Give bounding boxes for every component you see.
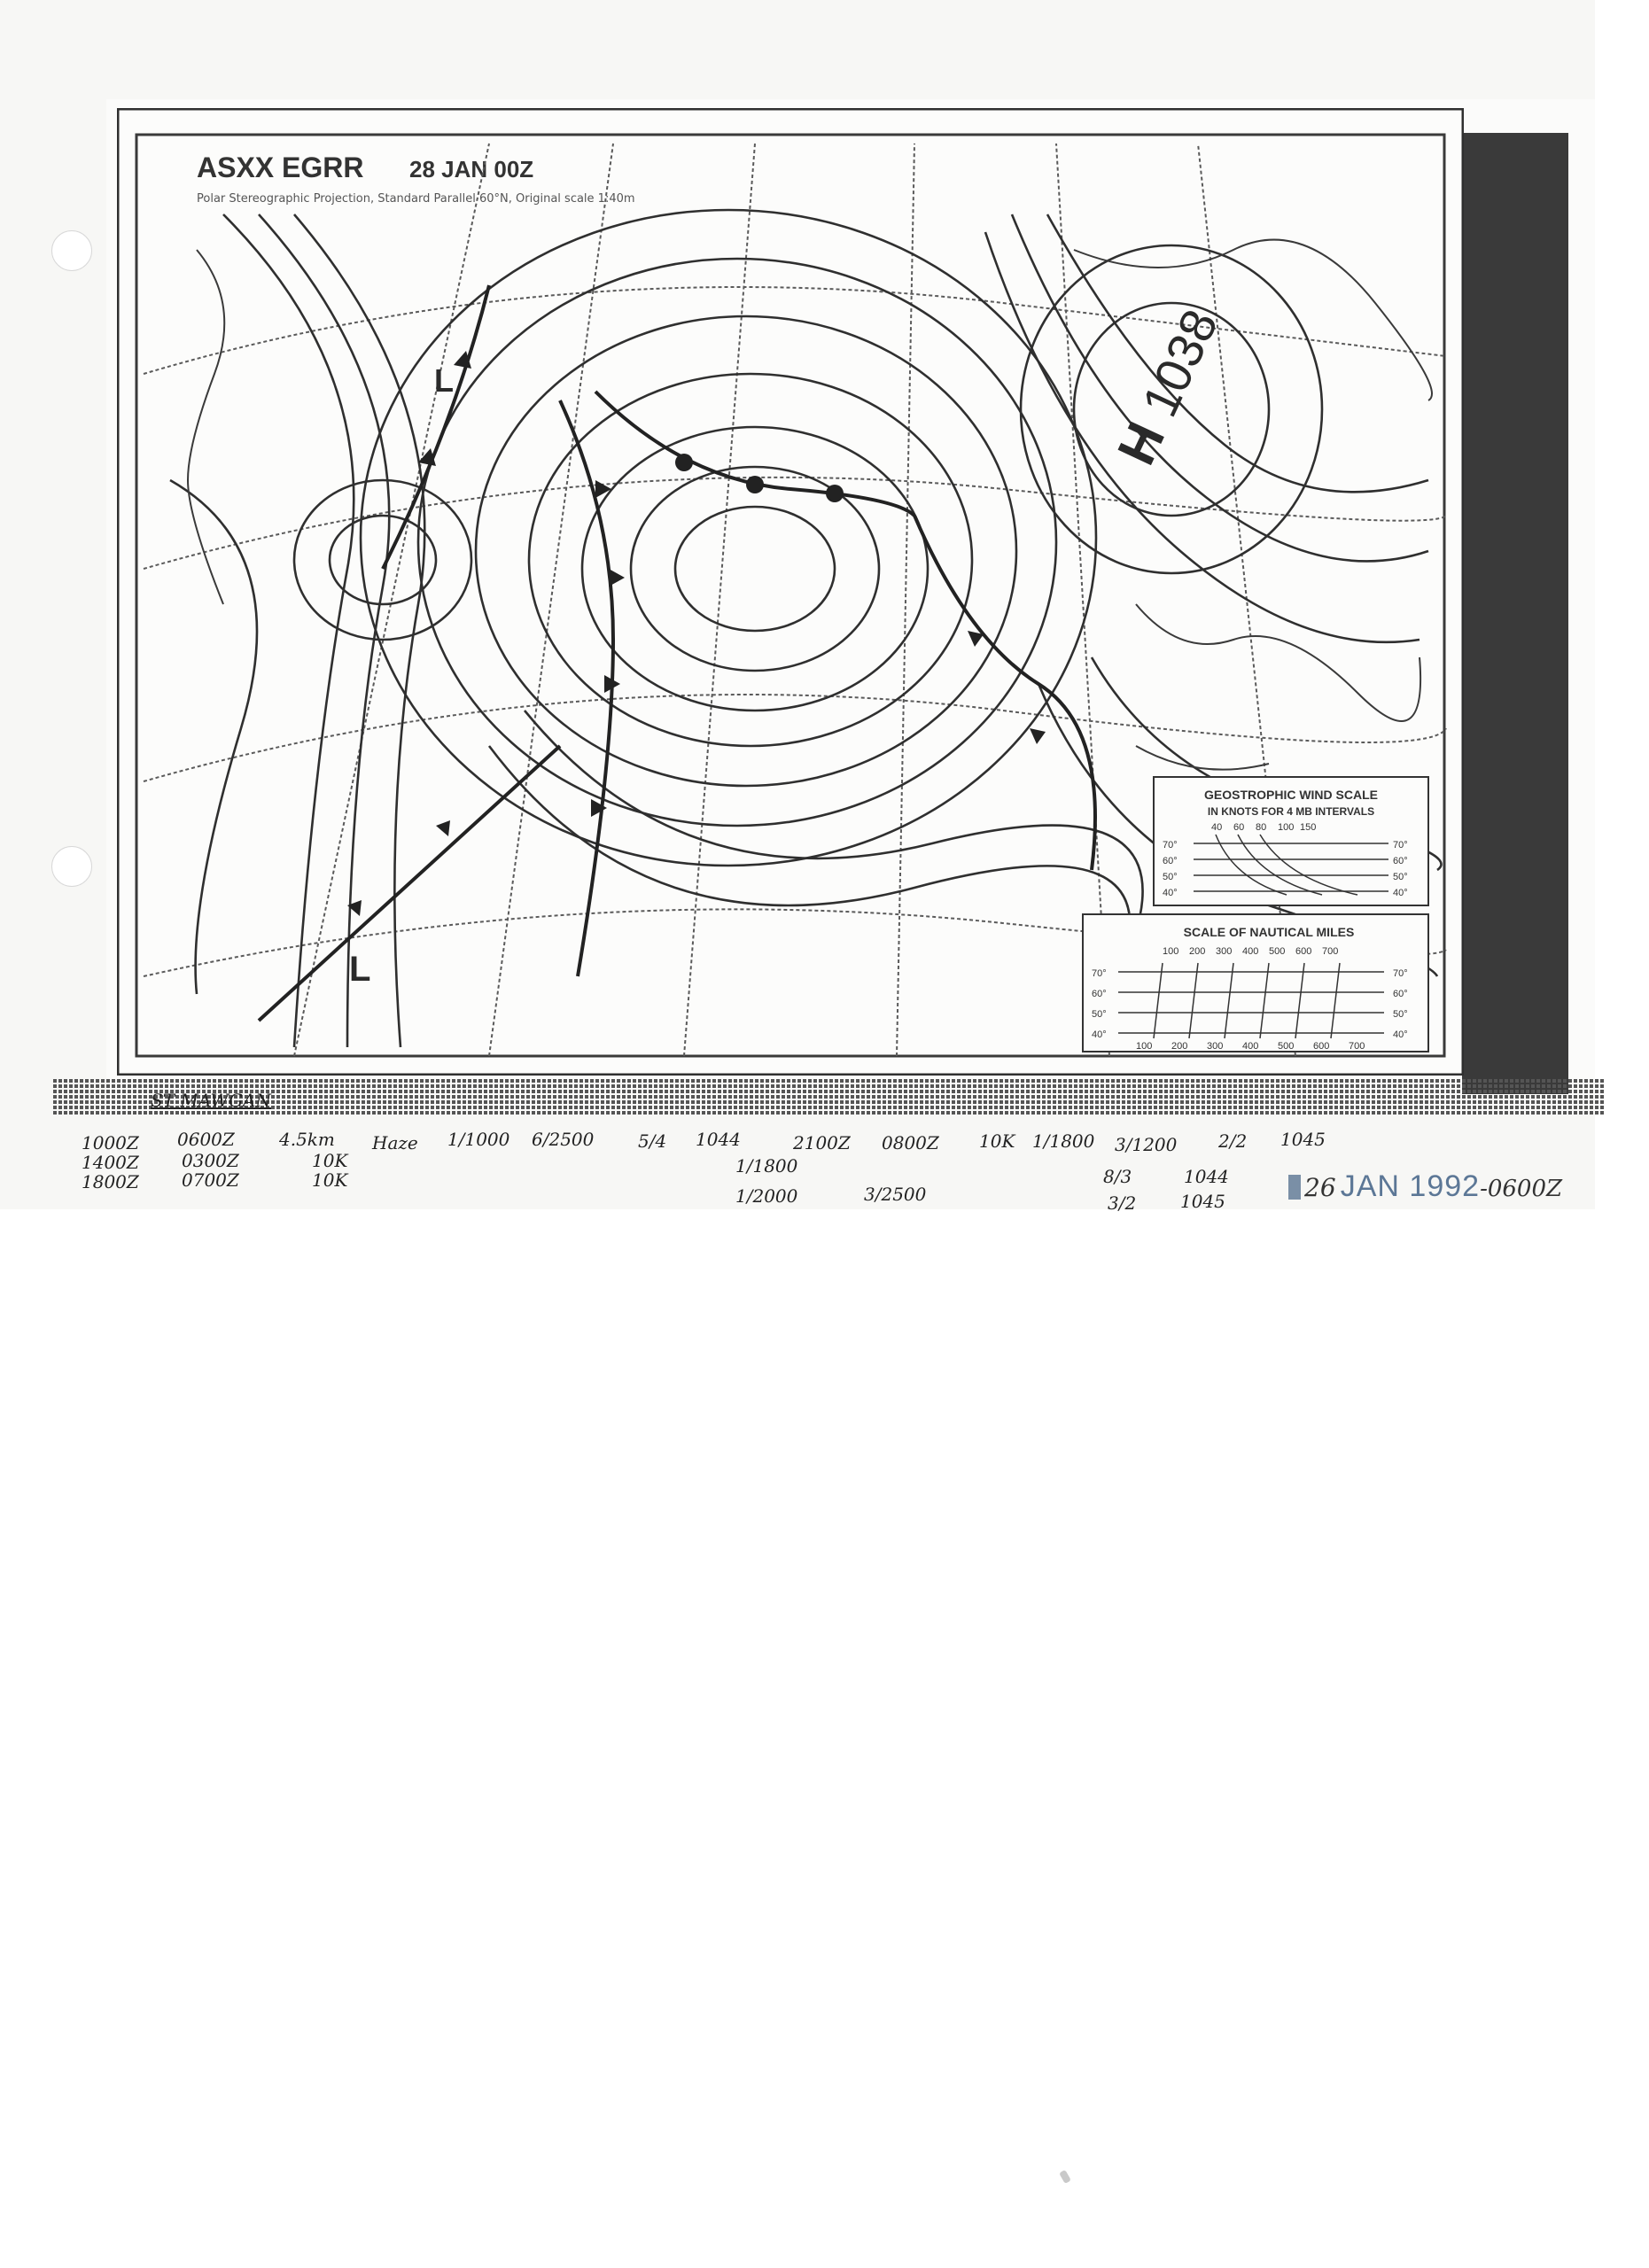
note-row2-cell: 1400Z: [82, 1152, 139, 1173]
high-value: 1038: [1131, 300, 1229, 425]
geo-scale-subtitle: IN KNOTS FOR 4 MB INTERVALS: [1207, 805, 1375, 818]
note-row1-cell: 3/1200: [1115, 1134, 1178, 1155]
low-label: L: [349, 950, 371, 989]
nm-bottom-tick: 100: [1136, 1041, 1153, 1052]
geo-lat-left: 50°: [1163, 872, 1178, 882]
chart-id: ASXX EGRR: [197, 151, 364, 183]
note-row3-cell: 1800Z: [82, 1171, 139, 1192]
stamp-time: -0600Z: [1480, 1176, 1563, 1202]
nm-lat-right: 70°: [1393, 968, 1408, 979]
geo-top-tick: 40: [1211, 822, 1223, 833]
geo-lat-left: 40°: [1163, 888, 1178, 898]
nm-top-tick: 300: [1216, 946, 1233, 957]
nm-bottom-tick: 400: [1242, 1041, 1259, 1052]
note-row2-cell: 1044: [1184, 1166, 1229, 1187]
nm-bottom-tick: 200: [1171, 1041, 1188, 1052]
nm-top-tick: 400: [1242, 946, 1259, 957]
note-row1-cell: 1045: [1280, 1129, 1326, 1150]
nm-lat-left: 50°: [1092, 1009, 1107, 1020]
note-row2-cell: 10K: [312, 1150, 348, 1171]
geo-lat-right: 60°: [1393, 856, 1408, 866]
nm-lat-right: 50°: [1393, 1009, 1408, 1020]
geo-lat-right: 70°: [1393, 840, 1408, 850]
nm-bottom-tick: 600: [1313, 1041, 1330, 1052]
note-row1-cell: 1/1000: [447, 1129, 510, 1150]
note-row1-cell: 1044: [696, 1129, 741, 1150]
stamp-day: 26: [1304, 1173, 1336, 1202]
nm-top-tick: 100: [1163, 946, 1179, 957]
note-row2-cell: 1/1800: [735, 1155, 798, 1177]
note-row1-cell: 6/2500: [532, 1129, 595, 1150]
note-row1-cell: 0800Z: [882, 1132, 939, 1153]
nm-lat-left: 60°: [1092, 989, 1107, 999]
paper-speck: [1059, 2170, 1071, 2184]
note-row3-cell: 1045: [1180, 1191, 1225, 1212]
note-row1-cell: 1000Z: [82, 1132, 139, 1153]
nm-lat-right: 60°: [1393, 989, 1408, 999]
fax-edge-bar: [1462, 133, 1568, 1094]
geo-top-tick: 100: [1278, 822, 1295, 833]
projection-note: Polar Stereographic Projection, Standard Parallel 60°N, Original scale 1:40m: [197, 192, 635, 206]
nm-top-tick: 500: [1269, 946, 1286, 957]
weather-chart: [117, 108, 1464, 1076]
note-row2-cell: 0300Z: [182, 1150, 239, 1171]
fax-bottom-strip: [53, 1079, 1604, 1115]
geo-lat-right: 40°: [1393, 888, 1408, 898]
nm-top-tick: 600: [1295, 946, 1312, 957]
note-row3-cell: 3/2: [1108, 1192, 1137, 1214]
note-row3-cell: 10K: [312, 1169, 348, 1191]
note-row1-cell: Haze: [372, 1132, 418, 1153]
note-row3-cell: 3/2500: [864, 1184, 927, 1205]
geo-top-tick: 150: [1300, 822, 1317, 833]
punch-hole: [51, 230, 92, 271]
geo-top-tick: 80: [1256, 822, 1267, 833]
note-row2-cell: 8/3: [1103, 1166, 1132, 1187]
note-row1-cell: 0600Z: [177, 1129, 235, 1150]
nm-top-tick: 200: [1189, 946, 1206, 957]
note-row3-cell: 1/2000: [735, 1185, 798, 1207]
note-row1-cell: 4.5km: [279, 1129, 335, 1150]
note-row1-cell: 2100Z: [793, 1132, 851, 1153]
low-label: L: [434, 362, 454, 399]
geo-top-tick: 60: [1233, 822, 1245, 833]
note-row3-cell: 0700Z: [182, 1169, 239, 1191]
station-name: ST MAWGAN: [151, 1090, 271, 1111]
nm-bottom-tick: 500: [1278, 1041, 1295, 1052]
geo-lat-right: 50°: [1393, 872, 1408, 882]
chart-date: 28 JAN 00Z: [409, 156, 534, 183]
note-row1-cell: 5/4: [638, 1130, 667, 1152]
punch-hole: [51, 846, 92, 887]
note-row1-cell: 2/2: [1218, 1130, 1248, 1152]
stamp-date: JAN 1992: [1340, 1169, 1481, 1203]
geo-lat-left: 60°: [1163, 856, 1178, 866]
note-row1-cell: 10K: [979, 1130, 1015, 1152]
note-row1-cell: 1/1800: [1032, 1130, 1095, 1152]
geostrophic-wind-scale: [1154, 777, 1428, 905]
nm-bottom-tick: 300: [1207, 1041, 1224, 1052]
geo-scale-title: GEOSTROPHIC WIND SCALE: [1203, 788, 1379, 802]
nm-lat-right: 40°: [1393, 1029, 1408, 1040]
geo-lat-left: 70°: [1163, 840, 1178, 850]
nautical-scale-title: SCALE OF NAUTICAL MILES: [1183, 925, 1355, 939]
nm-lat-left: 70°: [1092, 968, 1107, 979]
nm-lat-left: 40°: [1092, 1029, 1107, 1040]
stamp-mark: [1288, 1175, 1301, 1200]
date-stamp: [1288, 1169, 1562, 1204]
nautical-miles-scale: [1083, 914, 1428, 1052]
high-label: H: [1106, 413, 1177, 474]
nm-bottom-tick: 700: [1349, 1041, 1365, 1052]
nm-top-tick: 700: [1322, 946, 1339, 957]
